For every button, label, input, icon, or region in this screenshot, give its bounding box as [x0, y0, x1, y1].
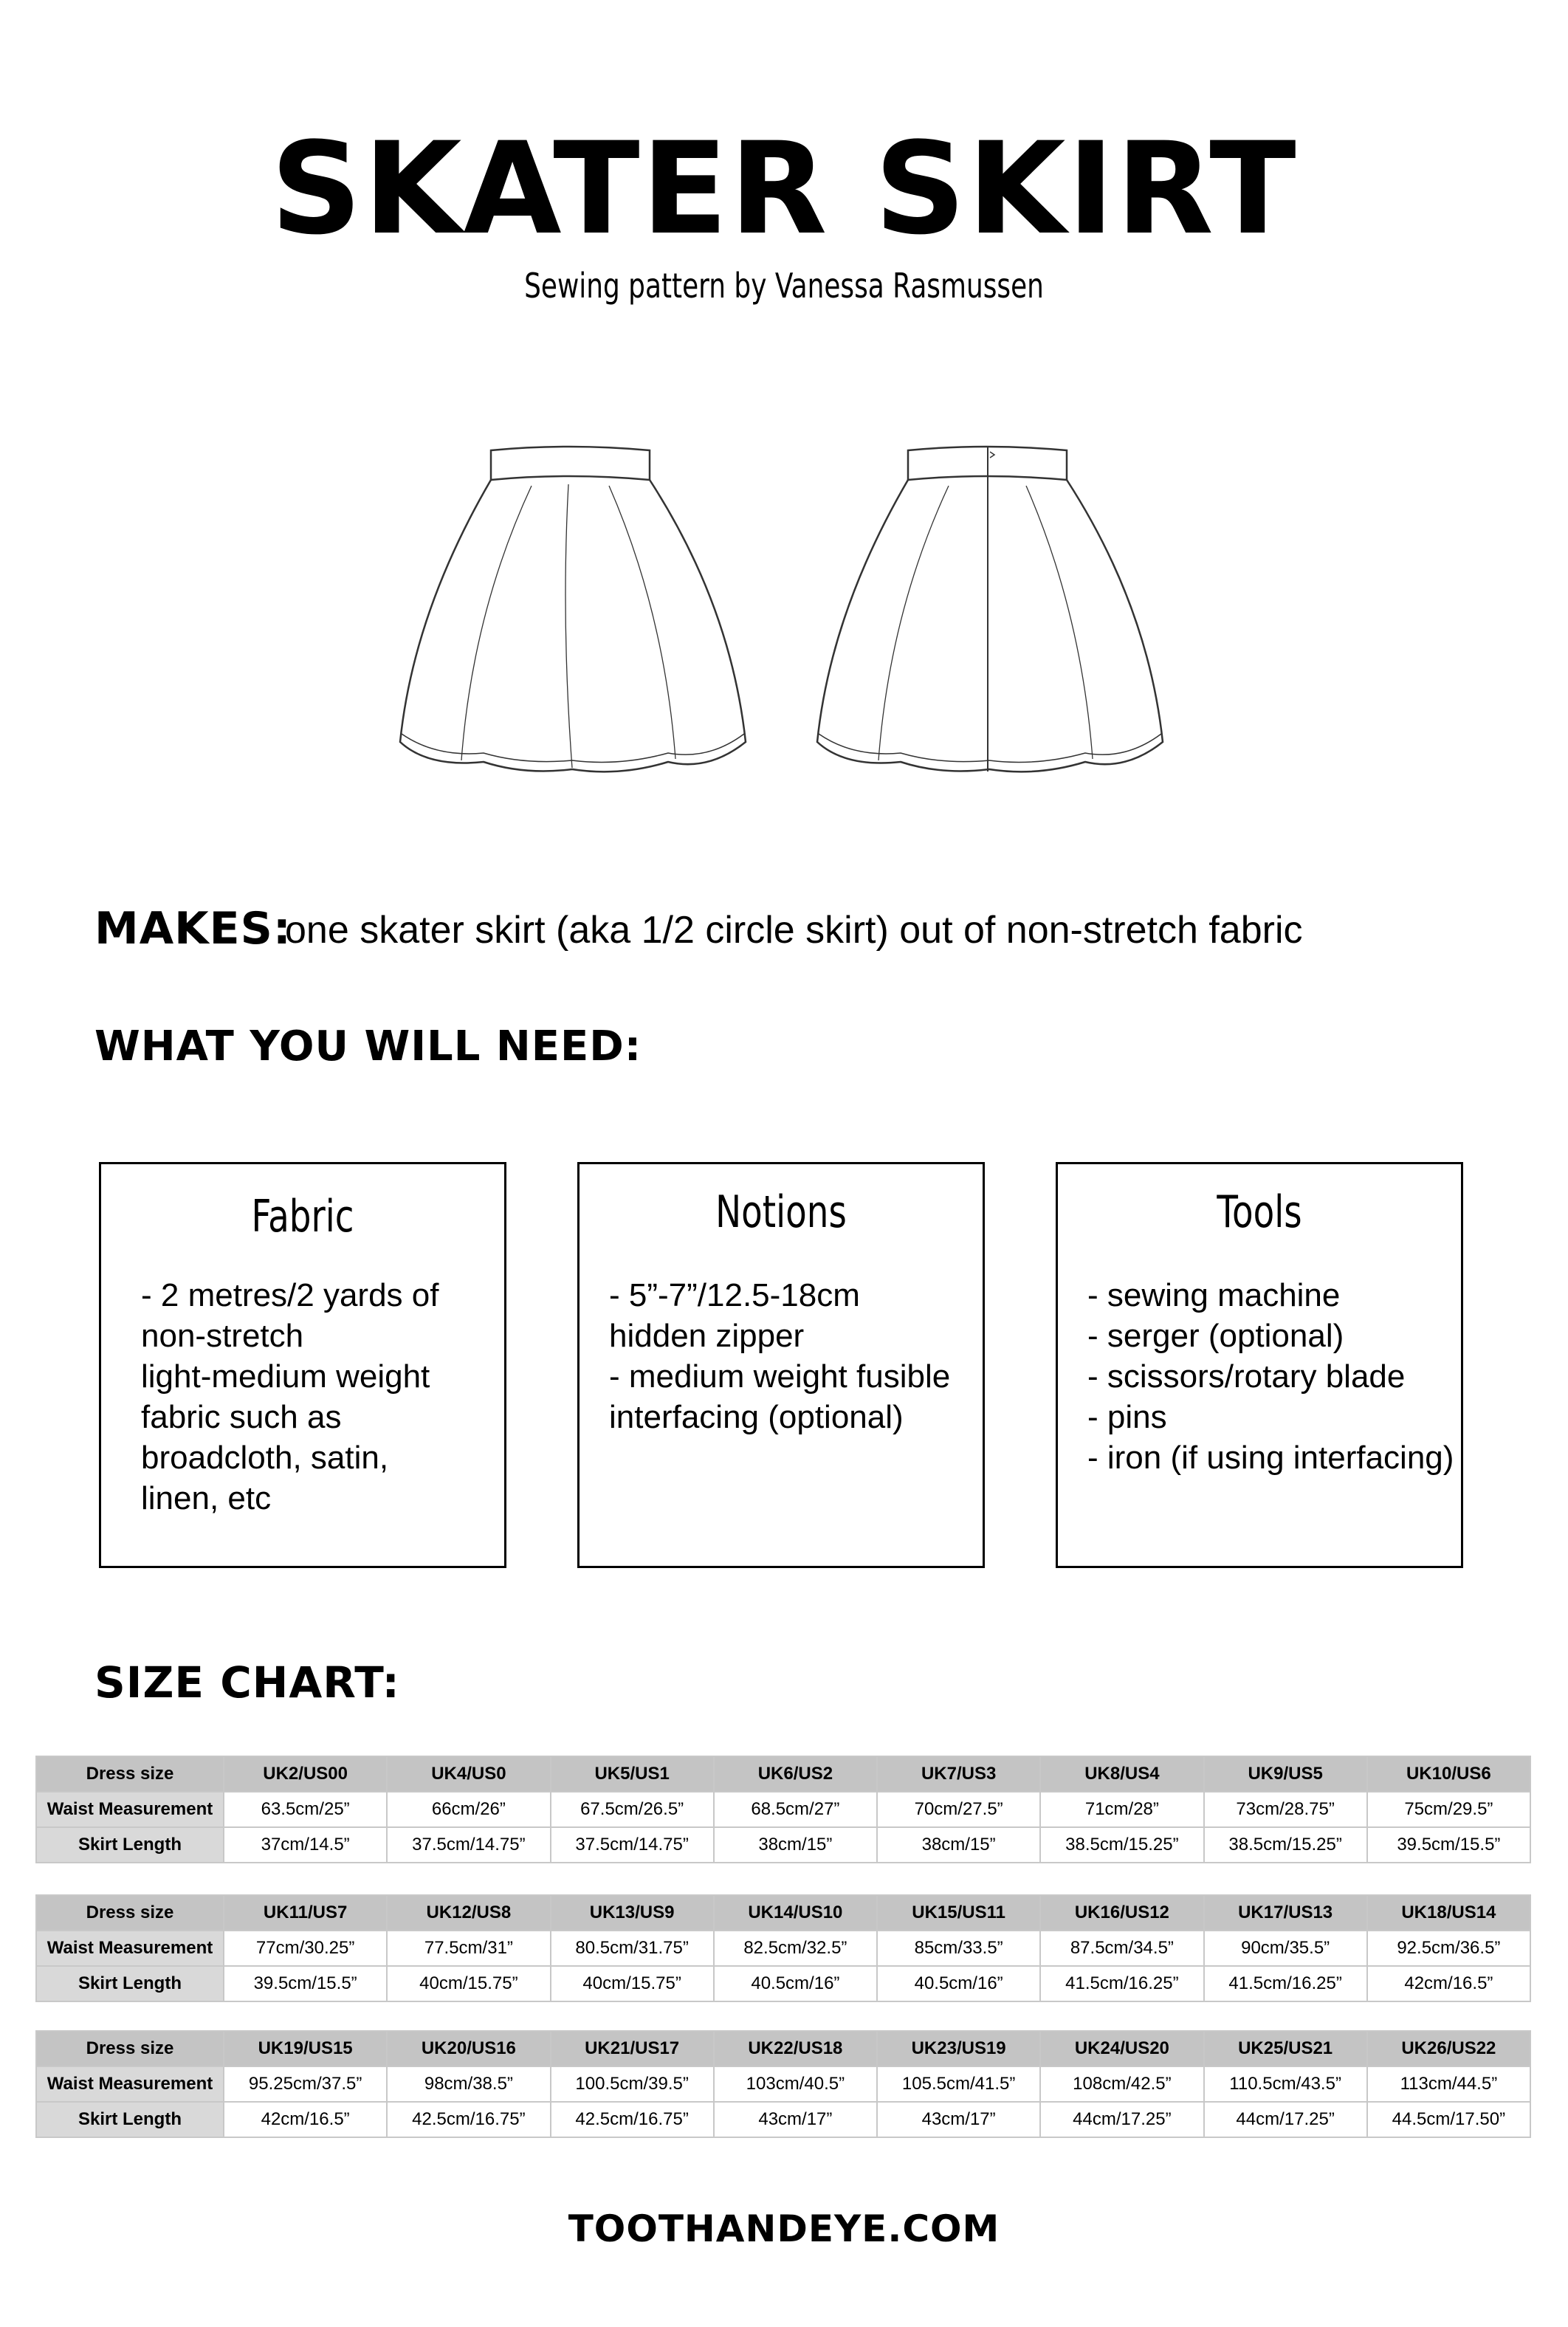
table-cell: 77cm/30.25” — [224, 1931, 387, 1966]
size-table — [35, 1756, 1531, 1863]
table-cell: UK15/US11 — [877, 1895, 1040, 1931]
tools-line: - serger (optional) — [1087, 1318, 1344, 1354]
row-label: Waist Measurement — [36, 1931, 224, 1966]
table-cell: 41.5cm/16.25” — [1204, 1966, 1367, 2001]
table-cell: 43cm/17” — [877, 2102, 1040, 2137]
table-cell: 44cm/17.25” — [1204, 2102, 1367, 2137]
table-cell: UK4/US0 — [387, 1756, 550, 1792]
tools-box-title: Tools — [1217, 1186, 1302, 1238]
table-cell: 73cm/28.75” — [1204, 1792, 1367, 1827]
table-cell: 38cm/15” — [877, 1827, 1040, 1863]
table-cell: 37.5cm/14.75” — [551, 1827, 714, 1863]
table-cell: 90cm/35.5” — [1204, 1931, 1367, 1966]
table-cell: 42.5cm/16.75” — [551, 2102, 714, 2137]
table-cell: 92.5cm/36.5” — [1367, 1931, 1530, 1966]
tools-box — [1056, 1162, 1463, 1568]
table-cell: UK5/US1 — [551, 1756, 714, 1792]
row-label: Skirt Length — [36, 1966, 224, 2001]
table-row — [36, 1931, 1530, 1966]
notions-line: hidden zipper — [609, 1318, 805, 1354]
row-label: Skirt Length — [36, 2102, 224, 2137]
table-row — [36, 1895, 1530, 1931]
table-cell: 103cm/40.5” — [714, 2066, 877, 2102]
row-label: Dress size — [36, 1756, 224, 1792]
tools-line: - scissors/rotary blade — [1087, 1358, 1406, 1395]
table-cell: 37cm/14.5” — [224, 1827, 387, 1863]
table-cell: UK23/US19 — [877, 2031, 1040, 2066]
table-cell: UK10/US6 — [1367, 1756, 1530, 1792]
notions-line: interfacing (optional) — [609, 1399, 904, 1435]
table-cell: 43cm/17” — [714, 2102, 877, 2137]
table-cell: UK2/US00 — [224, 1756, 387, 1792]
fabric-box-text — [141, 1275, 497, 1519]
footer-site: TOOTHANDEYE.COM — [568, 2207, 1000, 2250]
table-cell: UK12/US8 — [387, 1895, 550, 1931]
makes-description: one skater skirt (aka 1/2 circle skirt) out of non-stretch fabric — [285, 909, 1303, 952]
tools-line: - iron (if using interfacing) — [1087, 1440, 1454, 1476]
fabric-line: non-stretch — [141, 1318, 304, 1354]
table-cell: 75cm/29.5” — [1367, 1792, 1530, 1827]
table-cell: 87.5cm/34.5” — [1040, 1931, 1203, 1966]
fabric-line: linen, etc — [141, 1480, 272, 1516]
table-cell: UK6/US2 — [714, 1756, 877, 1792]
table-cell: 95.25cm/37.5” — [224, 2066, 387, 2102]
table-row — [36, 1966, 1530, 2001]
table-cell: 39.5cm/15.5” — [224, 1966, 387, 2001]
row-label: Waist Measurement — [36, 1792, 224, 1827]
table-row — [36, 2066, 1530, 2102]
table-cell: 108cm/42.5” — [1040, 2066, 1203, 2102]
table-cell: 80.5cm/31.75” — [551, 1931, 714, 1966]
table-cell: UK22/US18 — [714, 2031, 877, 2066]
notions-line: - 5”-7”/12.5-18cm — [609, 1277, 860, 1313]
table-cell: UK16/US12 — [1040, 1895, 1203, 1931]
table-cell: UK14/US10 — [714, 1895, 877, 1931]
table-cell: 40cm/15.75” — [551, 1966, 714, 2001]
table-cell: 39.5cm/15.5” — [1367, 1827, 1530, 1863]
table-cell: 44cm/17.25” — [1040, 2102, 1203, 2137]
page-title: SKATER SKIRT — [270, 114, 1298, 263]
table-cell: 77.5cm/31” — [387, 1931, 550, 1966]
what-you-need-heading: WHAT YOU WILL NEED: — [94, 1022, 642, 1070]
notions-line: - medium weight fusible — [609, 1358, 951, 1395]
table-cell: UK17/US13 — [1204, 1895, 1367, 1931]
table-cell: UK24/US20 — [1040, 2031, 1203, 2066]
size-chart-heading: SIZE CHART: — [94, 1657, 400, 1708]
skirt-front-drawing — [400, 447, 746, 771]
tools-box-text — [1087, 1275, 1454, 1478]
table-cell: UK18/US14 — [1367, 1895, 1530, 1931]
table-row — [36, 1827, 1530, 1863]
table-cell: UK20/US16 — [387, 2031, 550, 2066]
table-cell: 71cm/28” — [1040, 1792, 1203, 1827]
table-cell: 40.5cm/16” — [877, 1966, 1040, 2001]
fabric-line: broadcloth, satin, — [141, 1440, 389, 1476]
table-cell: 66cm/26” — [387, 1792, 550, 1827]
table-cell: 68.5cm/27” — [714, 1792, 877, 1827]
table-cell: 42.5cm/16.75” — [387, 2102, 550, 2137]
page-subtitle: Sewing pattern by Vanessa Rasmussen — [524, 266, 1044, 306]
table-cell: 40.5cm/16” — [714, 1966, 877, 2001]
table-cell: 41.5cm/16.25” — [1040, 1966, 1203, 2001]
table-row — [36, 2102, 1530, 2137]
row-label: Dress size — [36, 1895, 224, 1931]
table-cell: 70cm/27.5” — [877, 1792, 1040, 1827]
notions-box-text — [609, 1275, 975, 1437]
table-cell: UK7/US3 — [877, 1756, 1040, 1792]
table-cell: 100.5cm/39.5” — [551, 2066, 714, 2102]
table-cell: 113cm/44.5” — [1367, 2066, 1530, 2102]
table-row — [36, 2031, 1530, 2066]
skirt-back-drawing — [817, 447, 1163, 771]
fabric-line: light-medium weight — [141, 1358, 430, 1395]
table-cell: UK19/US15 — [224, 2031, 387, 2066]
fabric-line: - 2 metres/2 yards of — [141, 1277, 439, 1313]
table-cell: UK8/US4 — [1040, 1756, 1203, 1792]
table-cell: 82.5cm/32.5” — [714, 1931, 877, 1966]
skirt-illustrations — [384, 436, 1189, 805]
table-cell: 85cm/33.5” — [877, 1931, 1040, 1966]
table-cell: UK13/US9 — [551, 1895, 714, 1931]
table-cell: UK11/US7 — [224, 1895, 387, 1931]
row-label: Skirt Length — [36, 1827, 224, 1863]
table-cell: 37.5cm/14.75” — [387, 1827, 550, 1863]
table-cell: 38.5cm/15.25” — [1040, 1827, 1203, 1863]
row-label: Dress size — [36, 2031, 224, 2066]
table-row — [36, 1792, 1530, 1827]
tools-line: - sewing machine — [1087, 1277, 1341, 1313]
table-cell: UK26/US22 — [1367, 2031, 1530, 2066]
table-cell: 44.5cm/17.50” — [1367, 2102, 1530, 2137]
table-cell: 110.5cm/43.5” — [1204, 2066, 1367, 2102]
fabric-box — [99, 1162, 506, 1568]
size-table — [35, 2030, 1531, 2138]
table-cell: 67.5cm/26.5” — [551, 1792, 714, 1827]
table-cell: 42cm/16.5” — [1367, 1966, 1530, 2001]
table-cell: UK25/US21 — [1204, 2031, 1367, 2066]
size-table — [35, 1894, 1531, 2002]
makes-label: MAKES: — [94, 903, 292, 955]
table-cell: 38cm/15” — [714, 1827, 877, 1863]
fabric-box-title: Fabric — [251, 1191, 354, 1242]
table-cell: UK9/US5 — [1204, 1756, 1367, 1792]
table-cell: 98cm/38.5” — [387, 2066, 550, 2102]
table-cell: 38.5cm/15.25” — [1204, 1827, 1367, 1863]
table-cell: 40cm/15.75” — [387, 1966, 550, 2001]
notions-box — [577, 1162, 985, 1568]
table-cell: 63.5cm/25” — [224, 1792, 387, 1827]
table-cell: 42cm/16.5” — [224, 2102, 387, 2137]
fabric-line: fabric such as — [141, 1399, 342, 1435]
table-row — [36, 1756, 1530, 1792]
table-cell: 105.5cm/41.5” — [877, 2066, 1040, 2102]
tools-line: - pins — [1087, 1399, 1167, 1435]
row-label: Waist Measurement — [36, 2066, 224, 2102]
notions-box-title: Notions — [715, 1186, 847, 1238]
table-cell: UK21/US17 — [551, 2031, 714, 2066]
